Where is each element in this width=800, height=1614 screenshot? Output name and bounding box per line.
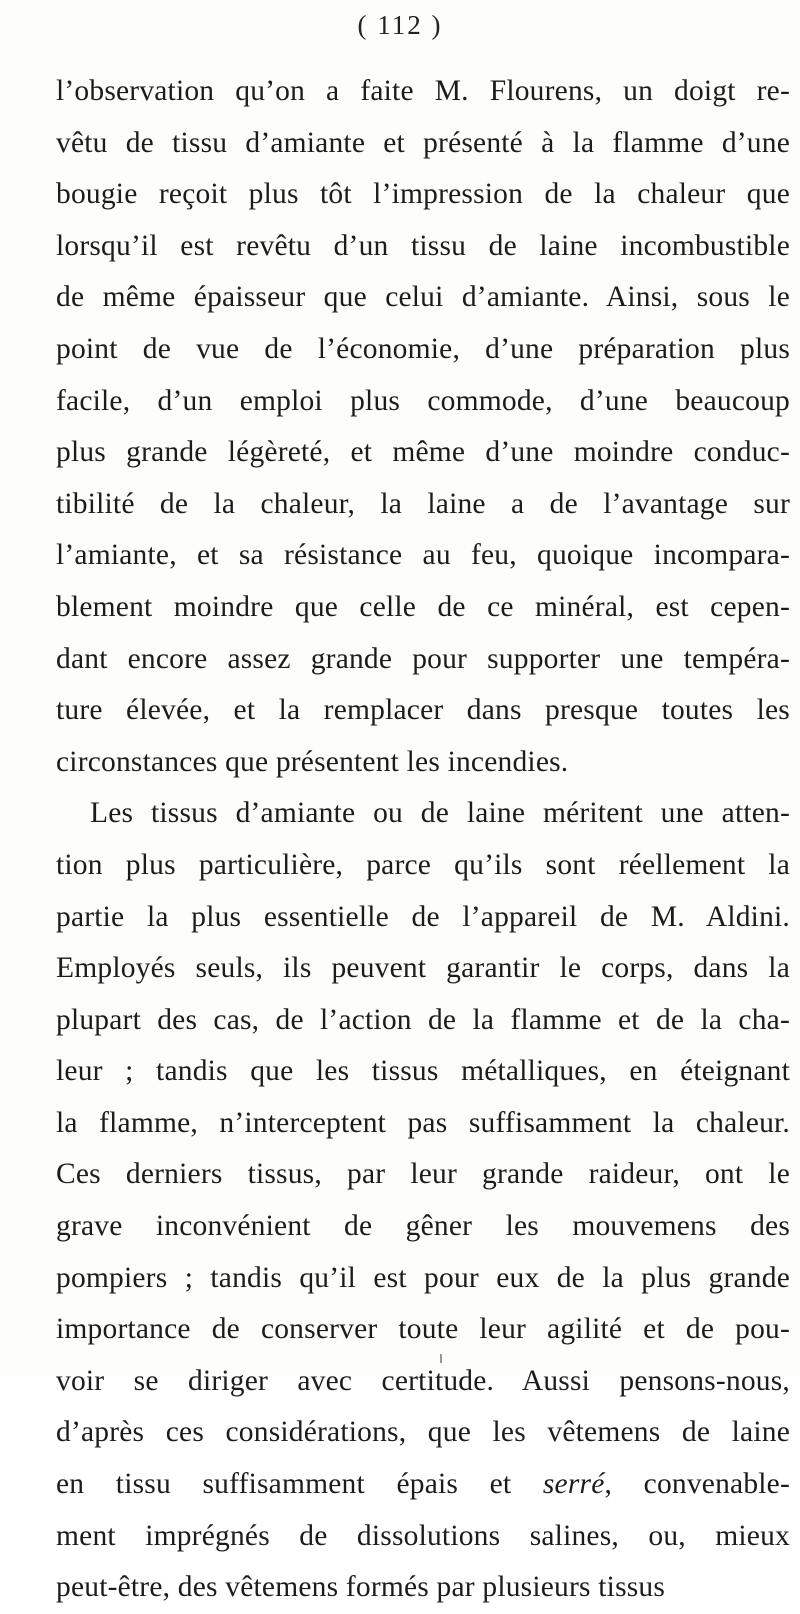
- text-line: circonstances que présentent les incendies.: [56, 745, 569, 778]
- text-line: voir se diriger avec certitude. Aussi pensons-nous,: [56, 1364, 790, 1397]
- paragraph-first-line: Les tissus d’amiante ou de laine méritent une atten-: [90, 797, 790, 830]
- text-line: leur ; tandis que les tissus métalliques, en éteignant: [56, 1055, 790, 1088]
- text-line: d’après ces considérations, que les vêtemens de laine: [56, 1416, 790, 1449]
- text-line: importance de conserver toute leur agilité et de pou-: [56, 1313, 790, 1346]
- text-line-with-italic: [56, 1459, 790, 1511]
- text-line: partie la plus essentielle de l’appareil de M. Aldini.: [56, 900, 790, 933]
- text-line: lorsqu’il est revêtu d’un tissu de laine incombustible: [56, 229, 790, 262]
- text-line: vêtu de tissu d’amiante et présenté à la flamme d’une: [56, 126, 790, 159]
- text-line: ment imprégnés de dissolutions salines, ou, mieux: [56, 1519, 790, 1552]
- text-line: point de vue de l’économie, d’une préparation plus: [56, 332, 790, 365]
- text-line: facile, d’un emploi plus commode, d’une beaucoup: [56, 384, 790, 417]
- text-line: ture élevée, et la remplacer dans presque toutes les: [56, 694, 790, 727]
- text-line: plupart des cas, de l’action de la flamme et de la cha-: [56, 1003, 790, 1036]
- body-text: [56, 66, 790, 1614]
- text-line: Employés seuls, ils peuvent garantir le corps, dans la: [56, 952, 790, 985]
- text-line: dant encore assez grande pour supporter une tempéra-: [56, 642, 790, 675]
- text-line: Ces derniers tissus, par leur grande raideur, ont le: [56, 1158, 790, 1191]
- text-line: l’observation qu’on a faite M. Flourens, un doigt re-: [56, 75, 790, 107]
- text-line: grave inconvénient de gêner les mouvemens des: [56, 1210, 790, 1243]
- text-line: la flamme, n’interceptent pas suffisamment la chaleur.: [56, 1106, 790, 1139]
- text-line: de même épaisseur que celui d’amiante. Ainsi, sous le: [56, 281, 790, 314]
- paper-speck: [440, 1354, 442, 1363]
- text-segment: en tissu suffisamment épais et: [56, 1468, 543, 1501]
- text-line: bougie reçoit plus tôt l’impression de la chaleur que: [56, 178, 790, 211]
- text-line: pompiers ; tandis qu’il est pour eux de la plus grande: [56, 1261, 790, 1294]
- text-segment: , convenable-: [604, 1468, 790, 1501]
- italic-word: serré: [542, 1468, 605, 1501]
- page-number: ( 112 ): [357, 10, 443, 40]
- text-line: tion plus particulière, parce qu’ils sont réellement la: [56, 848, 790, 881]
- text-line: blement moindre que celle de ce minéral, est cepen-: [56, 590, 790, 623]
- text-line: peut-être, des vêtemens formés par plusieurs tissus: [56, 1571, 666, 1604]
- text-line: plus grande légèreté, et même d’une moindre conduc-: [56, 436, 790, 469]
- text-line: l’amiante, et sa résistance au feu, quoique incompara-: [56, 539, 790, 572]
- text-line: tibilité de la chaleur, la laine a de l’avantage sur: [56, 487, 790, 520]
